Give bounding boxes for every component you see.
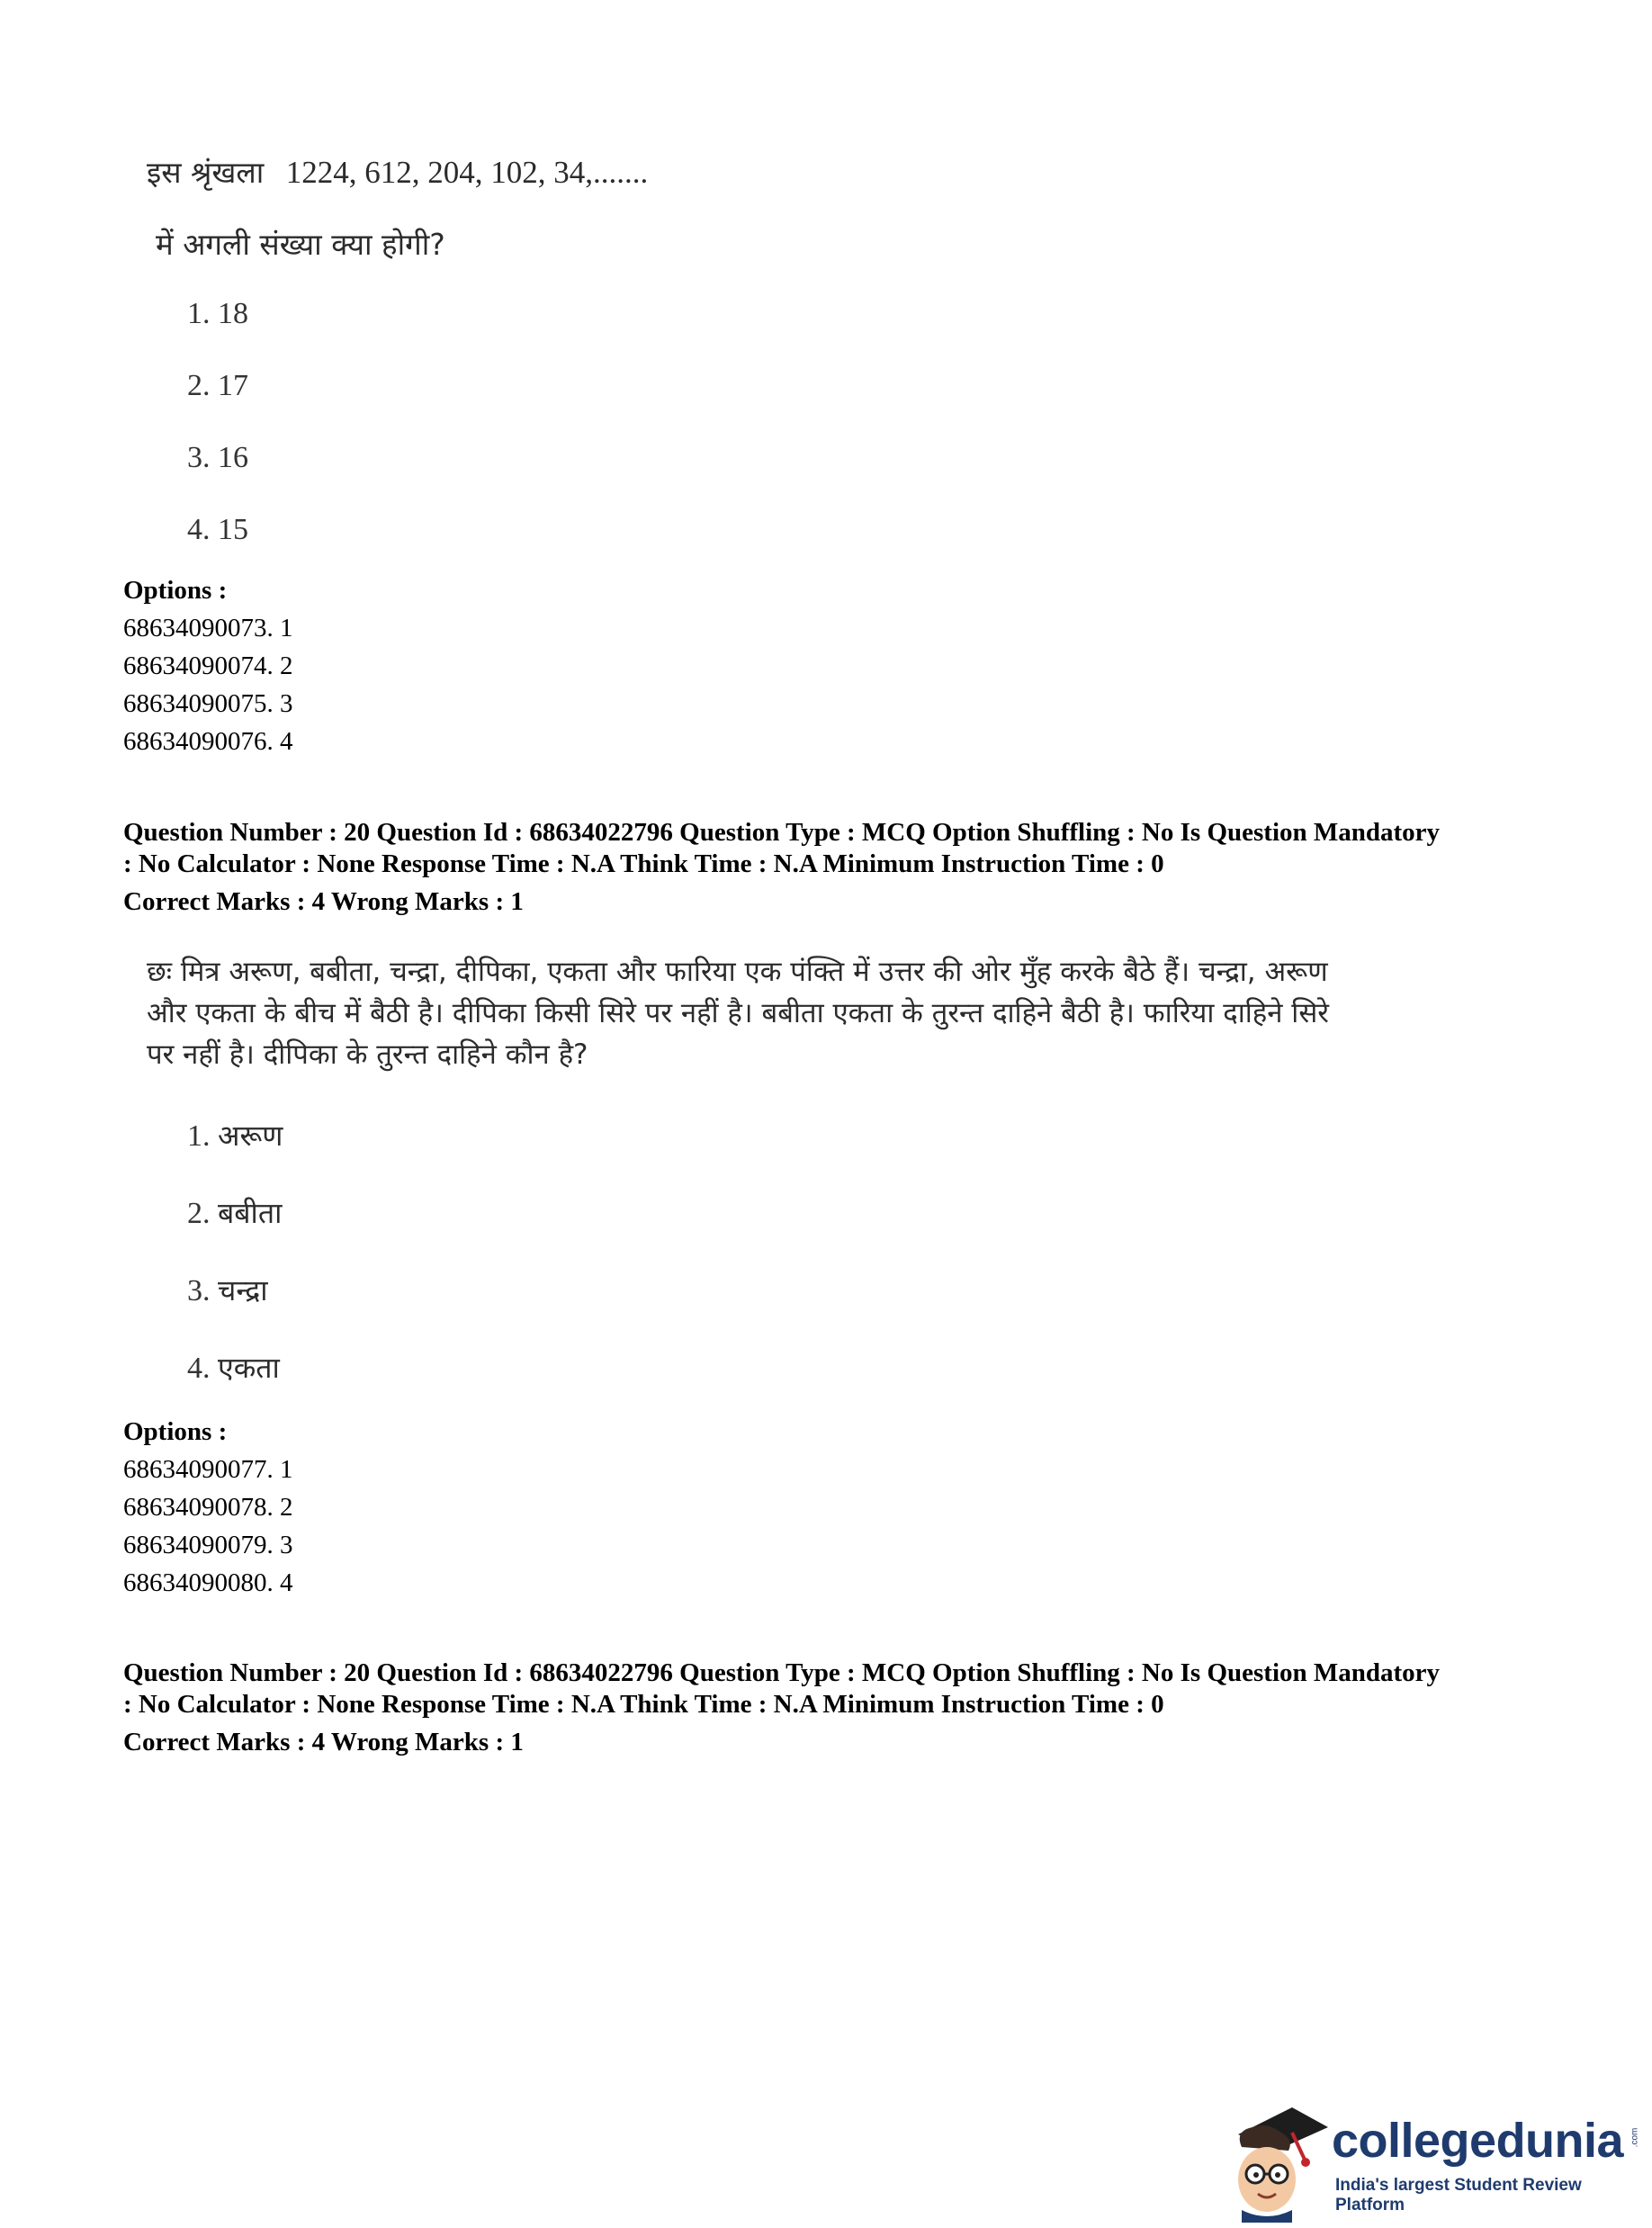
student-mascot-icon bbox=[1222, 2097, 1339, 2223]
q19-options-title: Options : bbox=[123, 576, 228, 605]
q20-option-id-2: 68634090078. 2 bbox=[123, 1493, 293, 1522]
question-20-line-3: पर नहीं है। दीपिका के तुरन्त दाहिने कौन है? bbox=[147, 1038, 588, 1071]
q21-meta-line-2: : No Calculator : None Response Time : N.A Think Time : N.A Minimum Instruction Time : 0 bbox=[123, 1690, 1164, 1719]
q19-option-id-1: 68634090073. 1 bbox=[123, 614, 293, 642]
question-19-line-1: इस श्रृंखला 1224, 612, 204, 102, 34,....... bbox=[147, 155, 649, 190]
q20-choice-1: 1. अरूण bbox=[187, 1118, 283, 1153]
q20-meta-line-2: : No Calculator : None Response Time : N.A Think Time : N.A Minimum Instruction Time : 0 bbox=[123, 849, 1164, 878]
q20-choice-4: 4. एकता bbox=[187, 1351, 280, 1385]
q21-marks: Correct Marks : 4 Wrong Marks : 1 bbox=[123, 1728, 524, 1756]
q19-option-id-2: 68634090074. 2 bbox=[123, 651, 293, 680]
logo-suffix: .com bbox=[1630, 2127, 1640, 2148]
question-20-line-2: और एकता के बीच में बैठी है। दीपिका किसी सिरे पर नहीं है। बबीता एकता के तुरन्त दाहिने बैठी है। फारिया दाहिने सिरे bbox=[147, 997, 1329, 1029]
q19-choice-1: 1. 18 bbox=[187, 297, 248, 330]
q19-choice-4: 4. 15 bbox=[187, 513, 248, 546]
q20-choice-2: 2. बबीता bbox=[187, 1196, 283, 1230]
logo-wordmark: collegedunia bbox=[1332, 2114, 1624, 2168]
q20-choice-3: 3. चन्द्रा bbox=[187, 1273, 268, 1307]
q20-meta-line-1: Question Number : 20 Question Id : 68634022796 Question Type : MCQ Option Shuffling : No Is Question Mandatory bbox=[123, 818, 1441, 847]
q19-choice-2: 2. 17 bbox=[187, 369, 248, 402]
q20-marks: Correct Marks : 4 Wrong Marks : 1 bbox=[123, 887, 524, 916]
q20-option-id-4: 68634090080. 4 bbox=[123, 1568, 293, 1597]
q20-option-id-1: 68634090077. 1 bbox=[123, 1455, 293, 1484]
q19-option-id-3: 68634090075. 3 bbox=[123, 689, 293, 718]
q19-option-id-4: 68634090076. 4 bbox=[123, 727, 293, 756]
q20-option-id-3: 68634090079. 3 bbox=[123, 1531, 293, 1559]
q20-options-title: Options : bbox=[123, 1417, 228, 1446]
question-19-line-2: में अगली संख्या क्या होगी? bbox=[156, 227, 445, 262]
question-20-line-1: छः मित्र अरूण, बबीता, चन्द्रा, दीपिका, एकता और फारिया एक पंक्ति में उत्तर की ओर मुँह करके बैठे हैं। चन्द्रा, अरूण bbox=[147, 956, 1328, 988]
logo-tagline: India's largest Student Review Platform bbox=[1335, 2176, 1582, 2215]
collegedunia-logo bbox=[1222, 2097, 1640, 2223]
q19-choice-3: 3. 16 bbox=[187, 441, 248, 474]
q21-meta-line-1: Question Number : 20 Question Id : 68634022796 Question Type : MCQ Option Shuffling : No Is Question Mandatory bbox=[123, 1658, 1441, 1687]
